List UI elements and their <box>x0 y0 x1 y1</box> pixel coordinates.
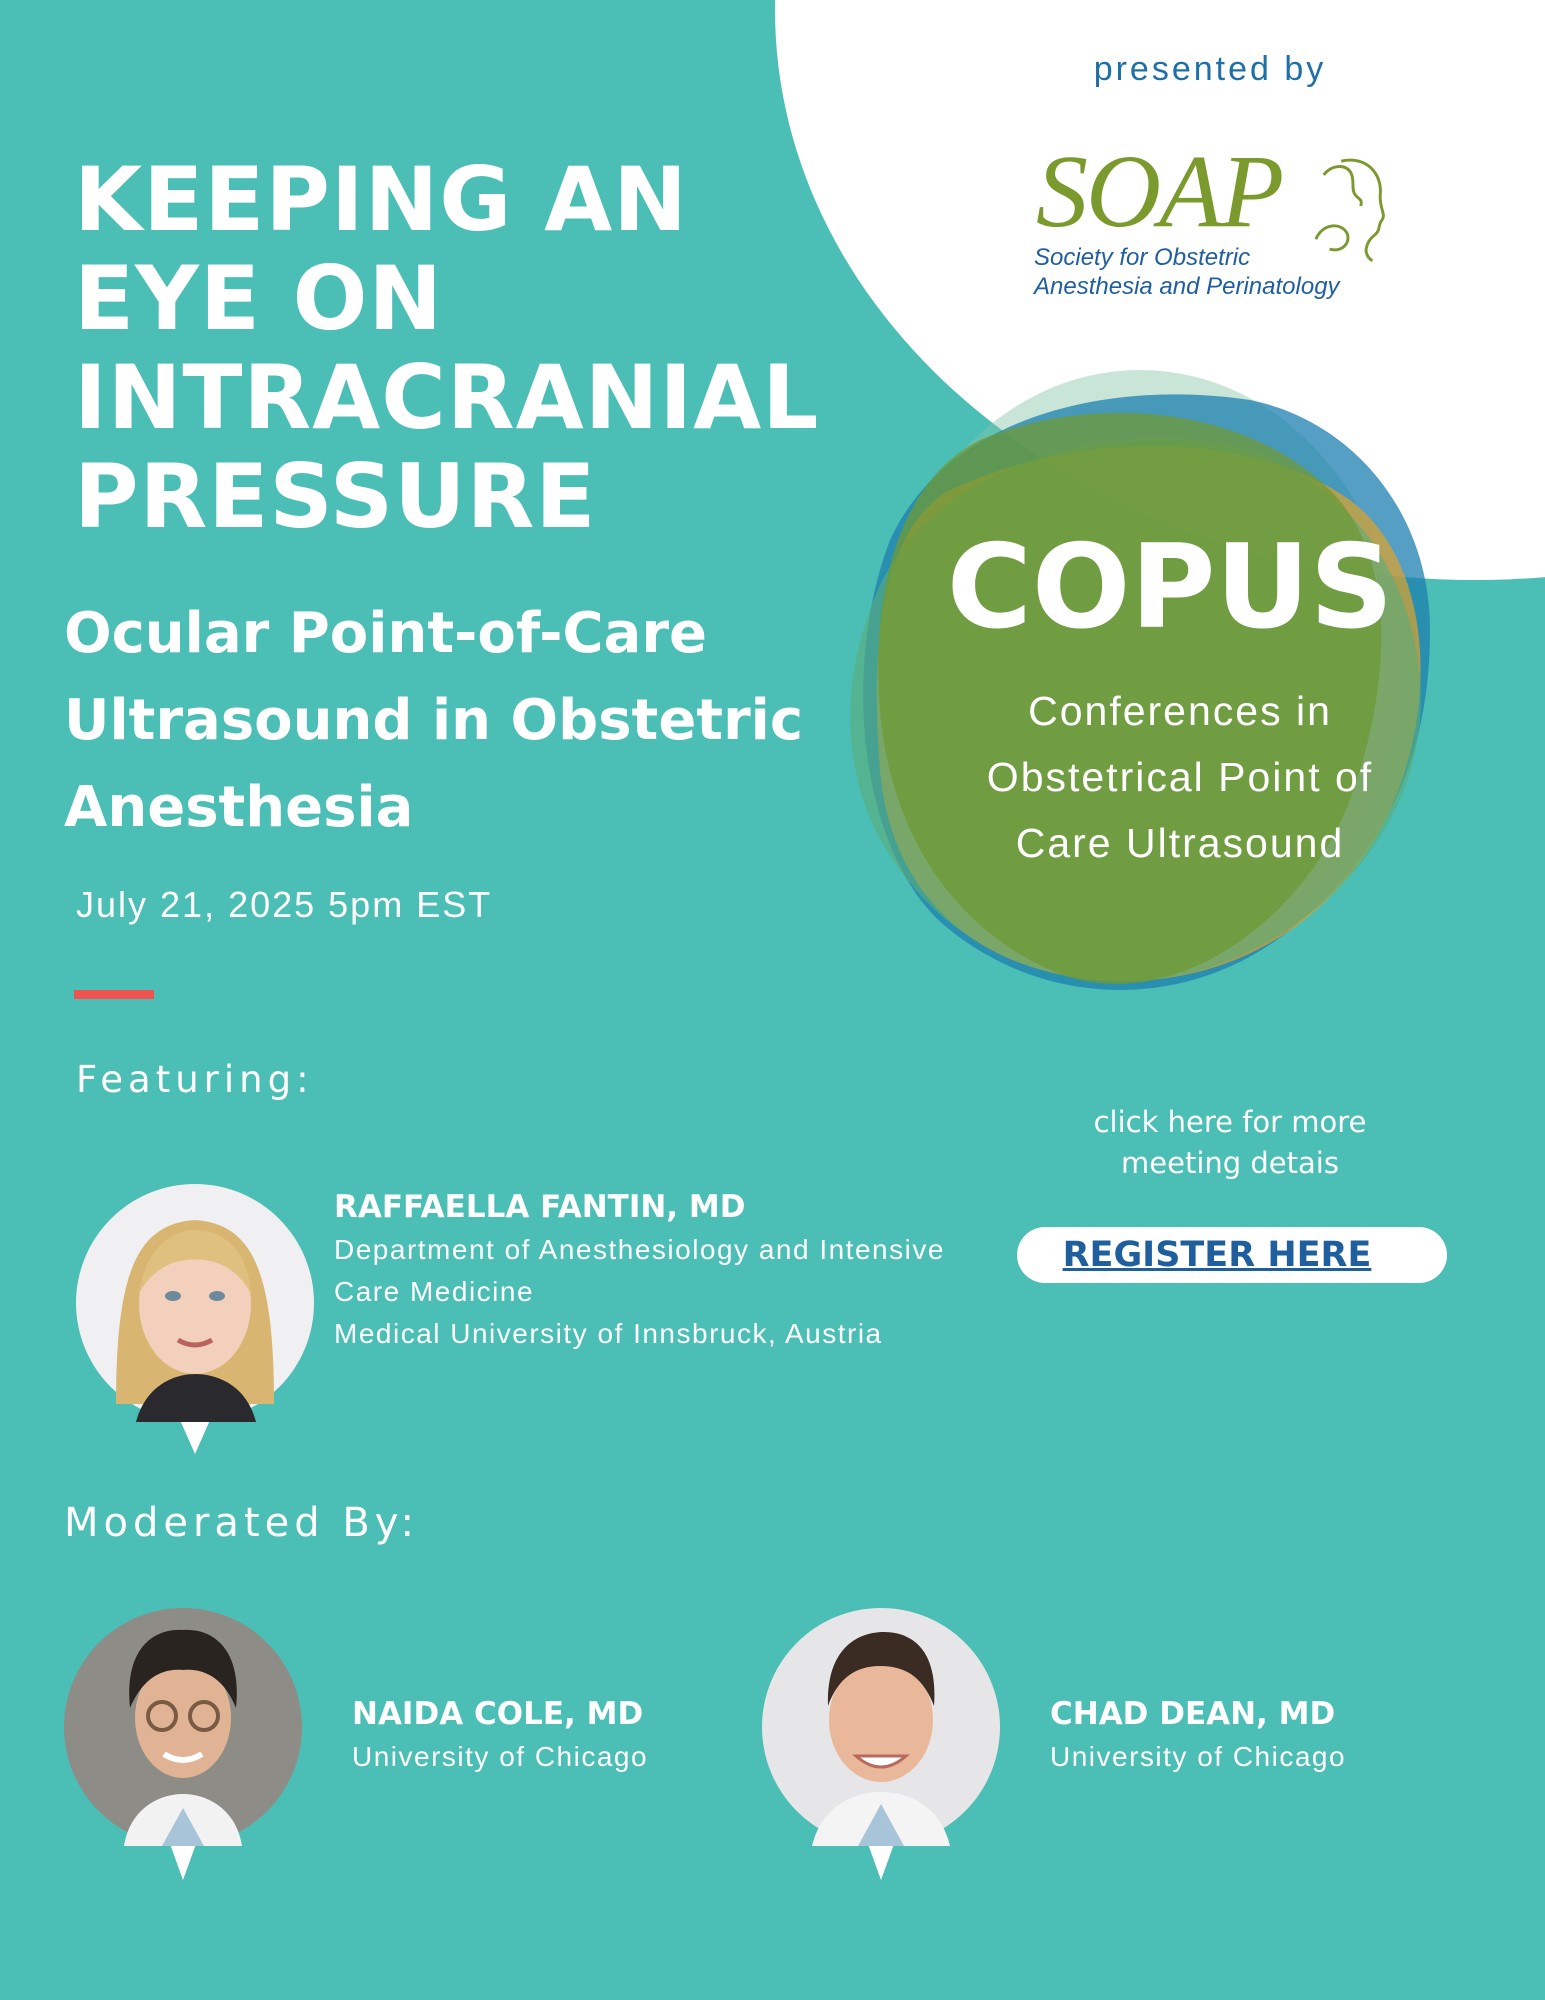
moderator-photo-dean <box>762 1608 1000 1880</box>
copus-subtitle <box>930 678 1430 876</box>
title-line: PRESSURE <box>74 445 597 548</box>
event-date: July 21, 2025 5pm EST <box>76 884 493 925</box>
speaker-photo-fantin <box>76 1184 314 1454</box>
event-title <box>74 150 819 546</box>
title-line: INTRACRANIAL <box>74 346 820 449</box>
moderator-name: CHAD DEAN, MD <box>1050 1696 1336 1732</box>
subtitle-line: Ocular Point-of-Care <box>64 601 707 666</box>
featured-speaker-affiliation <box>334 1229 1034 1355</box>
title-line: KEEPING AN <box>74 148 688 251</box>
copus-subtitle-line: Obstetrical Point of <box>986 754 1374 800</box>
affiliation-line: Medical University of Innsbruck, Austria <box>334 1318 883 1349</box>
presented-by-label: presented by <box>1093 50 1327 88</box>
title-line: EYE ON <box>74 247 444 350</box>
event-subtitle <box>64 590 824 851</box>
soap-logo-wordmark: SOAP <box>1036 134 1283 249</box>
mother-profile-icon <box>1312 154 1390 264</box>
meeting-details-note <box>1040 1102 1420 1184</box>
moderator-name: NAIDA COLE, MD <box>352 1696 644 1732</box>
soap-logo <box>1030 134 1390 310</box>
copus-subtitle-line: Care Ultrasound <box>1015 820 1345 866</box>
copus-subtitle-line: Conferences in <box>1028 688 1332 734</box>
featured-speaker-name: RAFFAELLA FANTIN, MD <box>334 1189 746 1225</box>
subtitle-line: Anesthesia <box>64 775 414 840</box>
soap-logo-line-2: Anesthesia and Perinatology <box>1034 273 1340 300</box>
soap-logo-line-1: Society for Obstetric <box>1034 244 1251 271</box>
register-link[interactable]: REGISTER HERE <box>1062 1235 1372 1275</box>
meeting-note-line: meeting detais <box>1121 1146 1339 1180</box>
moderated-by-label: Moderated By: <box>64 1500 420 1546</box>
moderator-affiliation: University of Chicago <box>352 1741 649 1772</box>
affiliation-line: Department of Anesthesiology and Intensive <box>334 1234 945 1265</box>
copus-title: COPUS <box>946 520 1394 655</box>
featuring-label: Featuring: <box>76 1058 314 1101</box>
moderator-affiliation: University of Chicago <box>1050 1741 1347 1772</box>
accent-divider <box>74 990 154 999</box>
meeting-note-line: click here for more <box>1093 1105 1367 1139</box>
affiliation-line: Care Medicine <box>334 1276 535 1307</box>
register-button[interactable] <box>1017 1227 1447 1283</box>
subtitle-line: Ultrasound in Obstetric <box>64 688 804 753</box>
moderator-photo-cole <box>64 1608 302 1880</box>
